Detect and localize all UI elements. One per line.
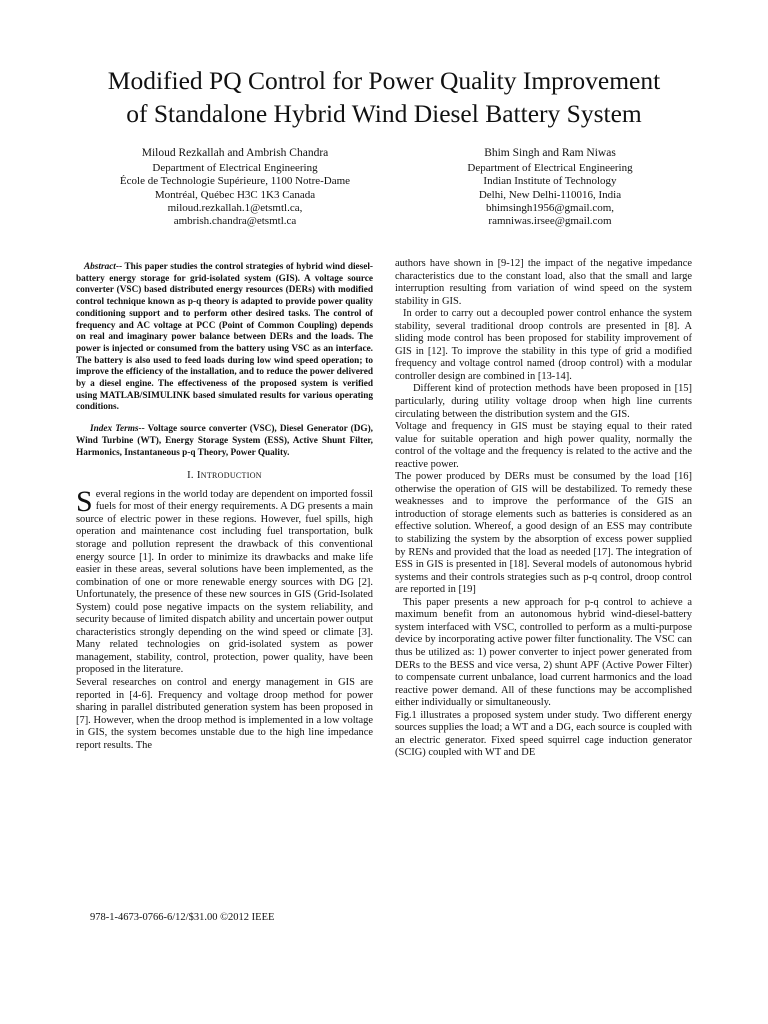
abstract-text: -- This paper studies the control strategies of hybrid wind diesel-battery energy storage for grid-isolated system (GIS). A voltage source converter (VSC) based distributed energy resources (DERs) with modified control technique known as p-q theory is adapted to provide power quality conditioning support and to perform other desired tasks. The control of frequency and AC voltage at PCC (Point of Common Coupling) depends on real and imaginary power balance between DERs and the loads. The power is injected or consumed from the battery using VSC as an interface. The battery is also used to feed loads during low wind speed operation; to improve the efficiency of the installation, and to reduce the power delivered by a diesel engine. The effectiveness of the proposed system is verified using MATLAB/SIMULINK based simulated results for various operating conditions. bbox=[76, 262, 373, 413]
author-email: bhimsingh1956@gmail.com, bbox=[485, 201, 615, 214]
section-number: I. bbox=[187, 470, 194, 482]
abstract-label: Abstract bbox=[84, 262, 116, 272]
body-paragraph: Fig.1 illustrates a proposed system under study. Two different energy sources supplies the load; a WT and a DG, each source is coupled with an electric generator. Fixed speed squirrel cage induction generator (SCIG) coupled with WT and DE bbox=[395, 709, 692, 759]
author-institution: Indian Institute of Technology bbox=[483, 175, 617, 188]
author-institution: École de Technologie Supérieure, 1100 Notre-Dame bbox=[119, 175, 351, 188]
author-department: Department of Electrical Engineering bbox=[152, 162, 318, 175]
author-names: Bhim Singh and Ram Niwas bbox=[484, 147, 616, 159]
title-line-2: of Standalone Hybrid Wind Diesel Battery System bbox=[126, 99, 642, 128]
paragraph-text: everal regions in the world today are dependent on imported fossil fuels for most of their energy requirements. A DG presents a main source of electric power in these regions. However, fuel spills, high operation and maintenance cost including fuel transportation, bulk storage and pollution represent the drawback of this conventional energy source [1]. In order to minimize its drawbacks and make life easier in these areas, several solutions have been implemented, as the combination of one or more renewable energy sources with DG [2]. Unfortunately, the presence of these new sources in GIS (Grid-Isolated System) could pose negative impacts on the system reliability, and security because of limited dispatch ability and uncertain power output characteristics strongly depending on the wind speed or climate [3]. Many related technologies on grid-isolated system as power management, stability, control, protection, power quality, have been proposed in the literature. bbox=[76, 488, 373, 676]
index-terms-label: Index Terms bbox=[90, 424, 139, 435]
title-line-1: Modified PQ Control for Power Quality Improvement bbox=[107, 66, 661, 95]
body-paragraph: This paper presents a new approach for p-q control to achieve a maximum benefit from an autonomous hybrid wind-diesel-battery system interfaced with VSC, controlled to perform as a multi-purpose device by incorporating active power filter functionality. The VSC can thus be utilized as: 1) power converter to inject power generated from DERs to the BESS and vice versa, 2) shunt APF (Active Power Filter) to compensate current unbalance, load current harmonics and the load reactive power demand. All of these functions may be accomplished either individually or simultaneously. bbox=[395, 596, 692, 709]
author-address: Montréal, Québec H3C 1K3 Canada bbox=[154, 188, 316, 201]
author-names: Miloud Rezkallah and Ambrish Chandra bbox=[141, 147, 329, 159]
author-email: ambrish.chandra@etsmtl.ca bbox=[173, 215, 297, 228]
author-email: ramniwas.irsee@gmail.com bbox=[488, 215, 612, 228]
body-paragraph: Voltage and frequency in GIS must be staying equal to their rated value for suitable operation and high power quality, normally the control of the voltage and the frequency is related to the active and the reactive power. bbox=[395, 421, 692, 470]
author-address: Delhi, New Delhi-110016, India bbox=[478, 188, 622, 201]
section-heading bbox=[76, 469, 373, 483]
author-department: Department of Electrical Engineering bbox=[467, 162, 633, 175]
right-column bbox=[395, 258, 692, 760]
body-paragraph: The power produced by DERs must be consumed by the load [16] otherwise the operation of GIS will be destabilized. To remedy these weaknesses and to improve the performance of the GIS an introduction of storage elements such as batteries is considered as an effective solution. Whereof, a good design of an ESS may contribute to stabilizing the system by the absorption of excess power supplied by RENs and provided that the load as needed [17]. The integration of ESS in GIS is presented in [18]. Several models of autonomous hybrid systems and their controls strategies such as p-q control, droop control are reported in [19] bbox=[395, 471, 692, 596]
index-terms-text: -- Voltage source converter (VSC), Diesel Generator (DG), Wind Turbine (WT), Energy Storage System (ESS), Active Shunt Filter, Harmonics, Instantaneous p-q Theory, Power Quality. bbox=[76, 424, 373, 458]
left-column bbox=[76, 262, 373, 752]
body-paragraph: Several researches on control and energy management in GIS are reported in [4-6]. Frequency and voltage droop method for power sharing in parallel distributed generation system has been proposed in [7]. However, when the droop method is implemented in a low voltage in GIS, the system becomes unstable due to the high line impedance report results. The bbox=[76, 677, 373, 751]
section-title: Introduction bbox=[196, 469, 262, 482]
paper-title bbox=[60, 64, 708, 130]
copyright-footer: 978-1-4673-0766-6/12/$31.00 ©2012 IEEE bbox=[90, 912, 275, 923]
index-terms bbox=[76, 424, 373, 459]
body-paragraph: authors have shown in [9-12] the impact of the negative impedance characteristics due to the constant load, also that the small and large interruption resulting from variation of wind speed on the system stability in GIS. bbox=[395, 258, 692, 307]
drop-cap: S bbox=[76, 484, 93, 518]
body-paragraph: In order to carry out a decoupled power control enhance the system stability, several traditional droop controls are presented in [8]. A sliding mode control has been proposed for stability improvement of GIS in [12]. To improve the stability in this type of grid a modified frequency and voltage control named (droop control) with a modular controller design are combined in [13-14]. bbox=[395, 308, 692, 382]
author-block-right bbox=[400, 147, 700, 228]
author-block-left bbox=[90, 147, 380, 228]
body-paragraph: Different kind of protection methods have been proposed in [15] particularly, during utility voltage droop when high line currents circulating between the distribution system and the GIS. bbox=[395, 383, 692, 420]
abstract bbox=[76, 262, 373, 414]
intro-paragraph bbox=[76, 484, 373, 677]
author-email: miloud.rezkallah.1@etsmtl.ca, bbox=[167, 201, 303, 214]
